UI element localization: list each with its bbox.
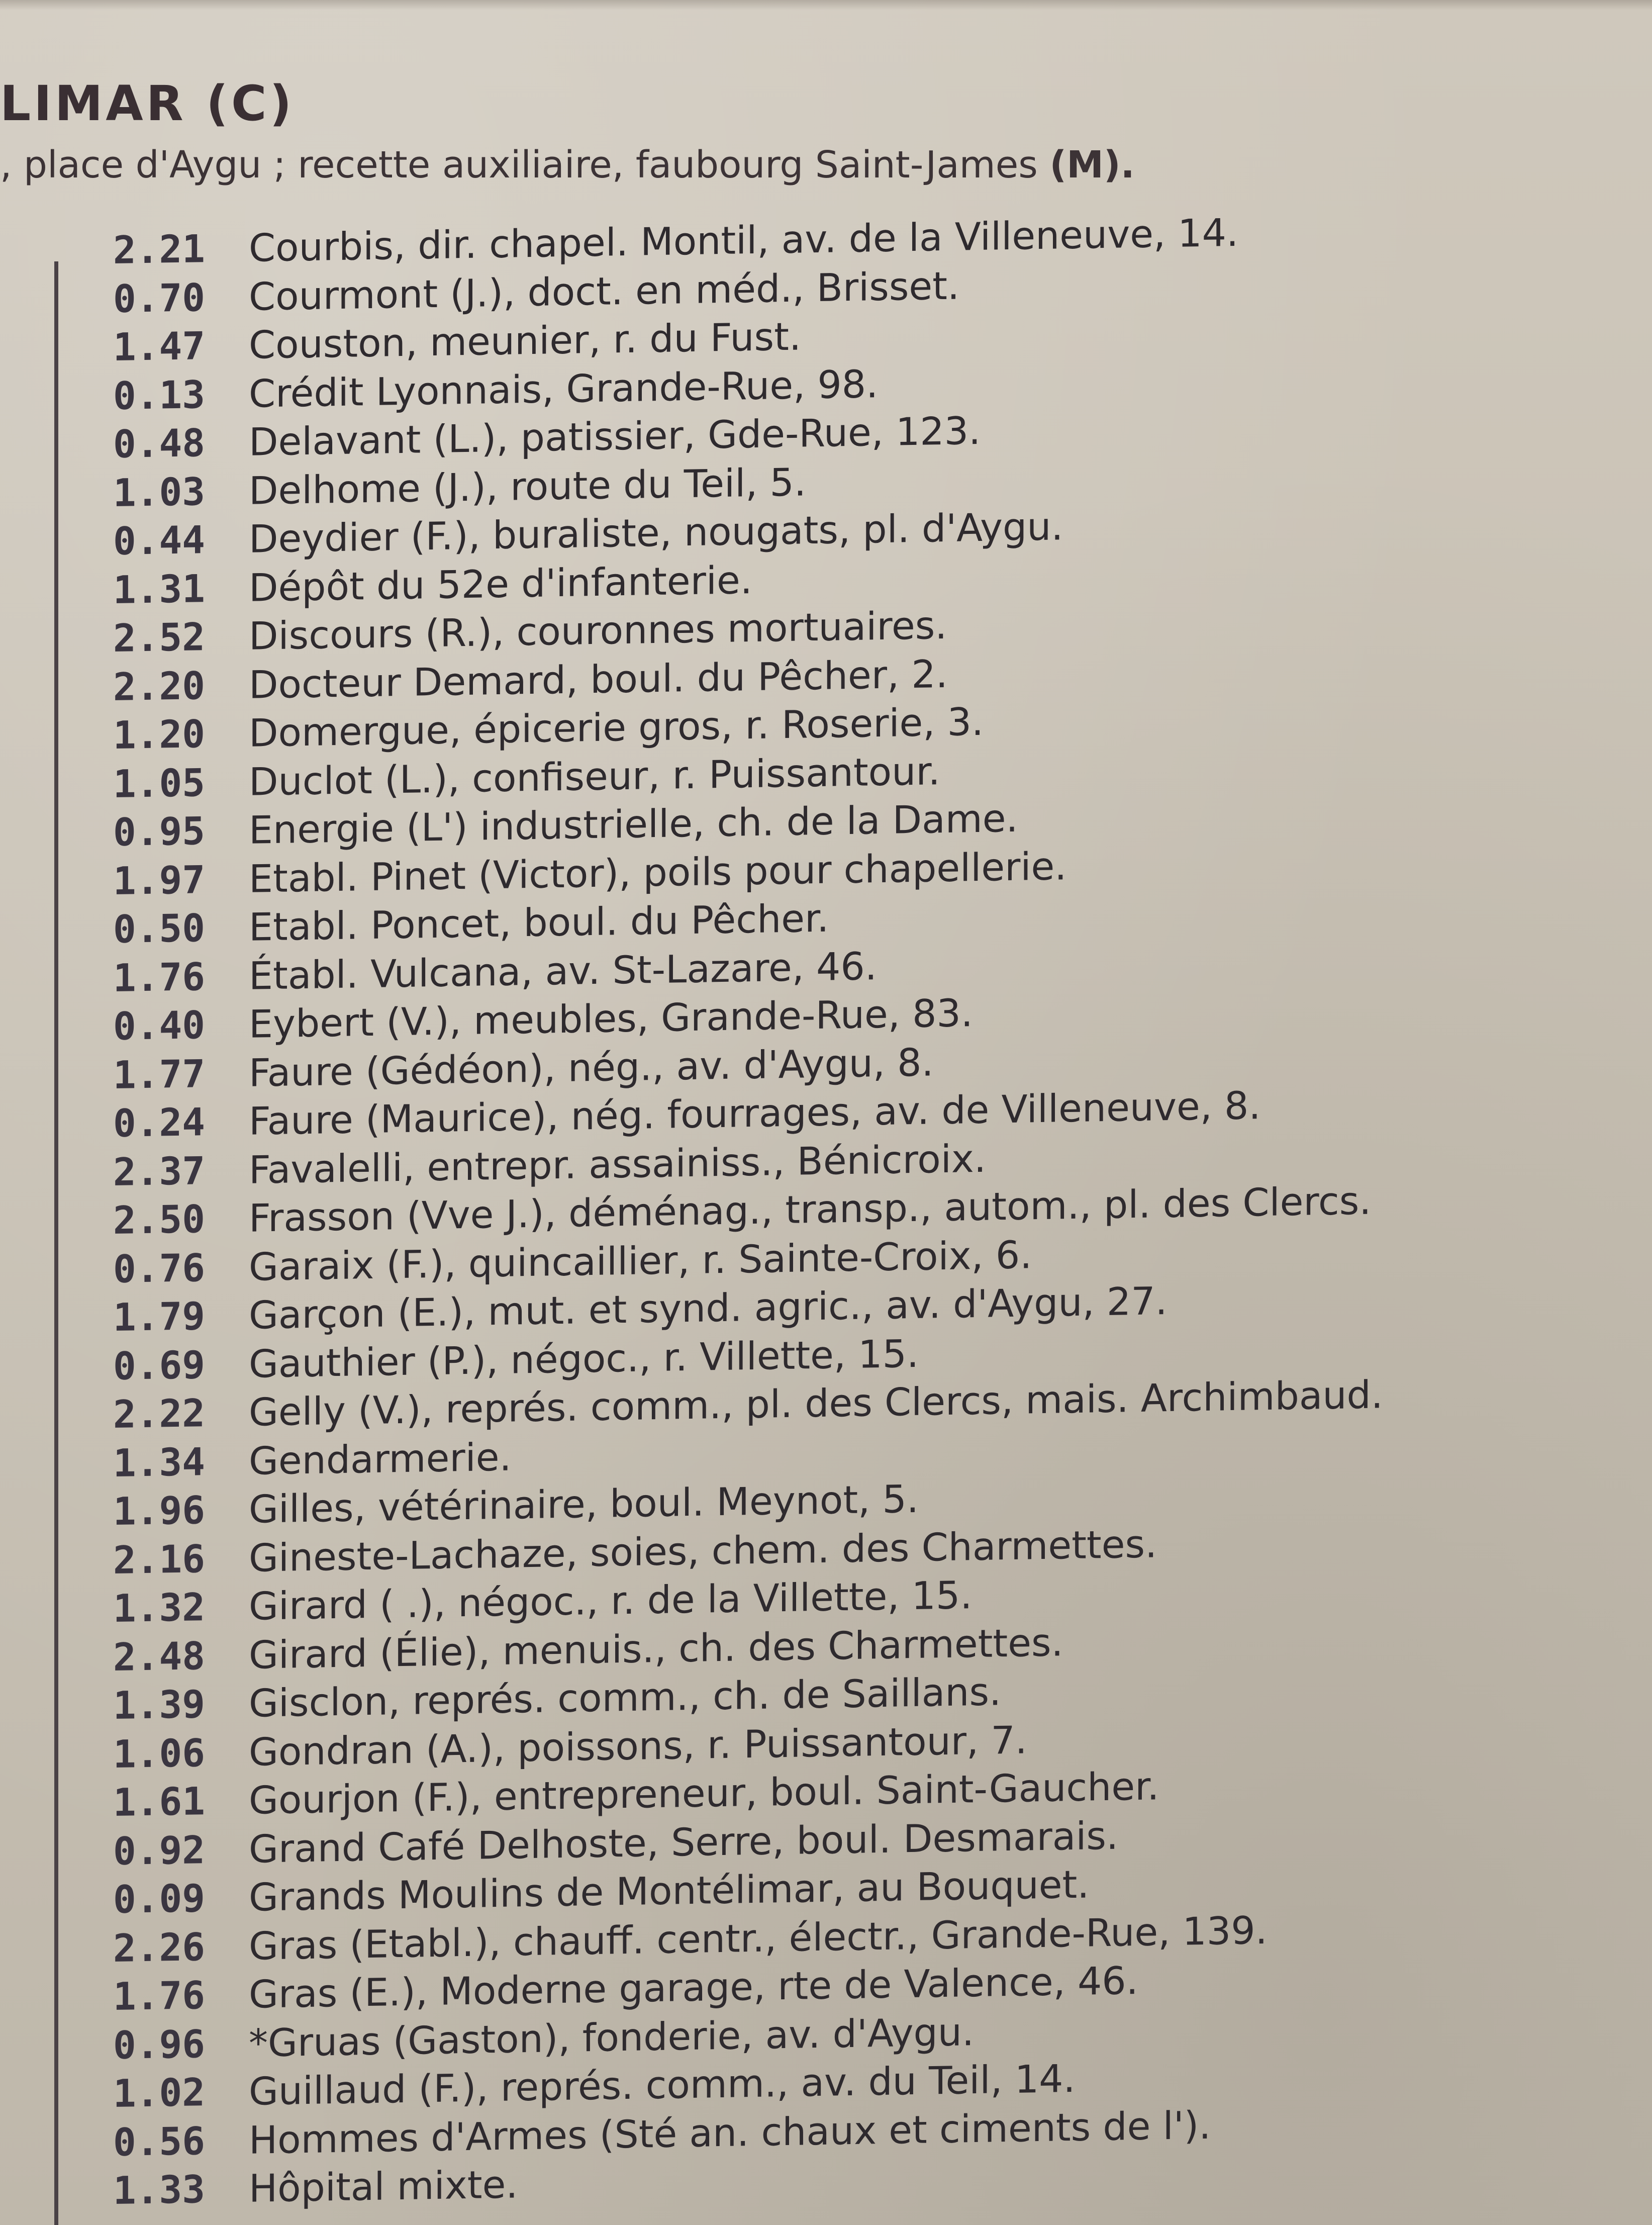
entry-number: 2.52: [113, 614, 206, 661]
entry-number: 2.22: [113, 1390, 206, 1437]
entry-text: Courbis, dir. chapel. Montil, av. de la Villeneuve, 14.: [249, 210, 1239, 270]
entry-text: Docteur Demard, boul. du Pêcher, 2.: [249, 651, 948, 707]
entry-number: 1.79: [113, 1293, 206, 1340]
entry-number: 1.06: [113, 1730, 206, 1777]
entry-number: 0.40: [113, 1002, 206, 1049]
entry-number: 0.13: [113, 372, 206, 418]
entry-number: 1.02: [113, 2070, 206, 2116]
entry-text: Courmont (J.), doct. en méd., Brisset.: [249, 263, 960, 319]
page-subtitle: [0, 143, 1135, 187]
entry-text: Dépôt du 52e d'infanterie.: [249, 557, 752, 610]
entry-number: 0.44: [113, 517, 206, 564]
entry-text: Eybert (V.), meubles, Grande-Rue, 83.: [249, 990, 973, 1047]
entry-number: 1.31: [113, 566, 206, 612]
entry-text: Girard (Élie), menuis., ch. des Charmettes.: [249, 1619, 1063, 1678]
entry-number: 0.96: [113, 2021, 206, 2068]
entry-number: 2.48: [113, 1633, 206, 1680]
entry-number: 0.24: [113, 1099, 206, 1146]
subtitle-text: , place d'Aygu ; recette auxiliaire, faubourg Saint-James: [0, 143, 1050, 187]
entry-number: 0.95: [113, 808, 206, 855]
entry-number: 2.20: [113, 663, 206, 709]
entry-number: 2.26: [113, 1924, 206, 1971]
entry-text: Hommes d'Armes (Sté an. chaux et ciments de l').: [249, 2102, 1211, 2163]
entry-number: 2.37: [113, 1148, 206, 1194]
entry-text: Etabl. Pinet (Victor), poils pour chapellerie.: [249, 843, 1067, 901]
entry-number: 2.16: [113, 1536, 206, 1583]
entry-number: 0.48: [113, 420, 206, 467]
entry-number: 1.76: [113, 1973, 206, 2019]
entry-text: Guillaud (F.), représ. comm., av. du Teil, 14.: [249, 2056, 1076, 2114]
entry-number: 0.76: [113, 1245, 206, 1291]
entry-number: 1.61: [113, 1779, 206, 1825]
directory-list: [113, 202, 1641, 2215]
entry-text: Établ. Vulcana, av. St-Lazare, 46.: [249, 943, 877, 998]
entry-text: Energie (L') industrielle, ch. de la Dame.: [249, 795, 1018, 853]
entry-number: 1.33: [113, 2167, 206, 2213]
entry-number: 0.56: [113, 2118, 206, 2165]
entry-text: Gisclon, représ. comm., ch. de Saillans.: [249, 1669, 1002, 1726]
entry-number: 1.32: [113, 1585, 206, 1631]
entry-text: Discours (R.), couronnes mortuaires.: [249, 602, 947, 659]
entry-text: Gondran (A.), poissons, r. Puissantour, 7.: [249, 1717, 1027, 1775]
entry-text: Domergue, épicerie gros, r. Roserie, 3.: [249, 699, 984, 756]
entry-number: 0.69: [113, 1342, 206, 1388]
entry-number: 1.34: [113, 1439, 206, 1486]
entry-number: 1.39: [113, 1682, 206, 1728]
entry-text: Grands Moulins de Montélimar, au Bouquet.: [249, 1862, 1090, 1920]
entry-number: 2.50: [113, 1196, 206, 1243]
entry-text: Delhome (J.), route du Teil, 5.: [249, 459, 807, 513]
entry-number: 0.92: [113, 1827, 206, 1874]
entry-number: 0.09: [113, 1876, 206, 1922]
entry-number: 2.21: [113, 226, 206, 272]
entry-number: 1.96: [113, 1488, 206, 1534]
entry-text: Girard ( .), négoc., r. de la Villette, 15.: [249, 1572, 973, 1629]
entry-number: 1.05: [113, 760, 206, 806]
entry-number: 0.70: [113, 274, 206, 321]
entry-number: 1.47: [113, 323, 206, 369]
entry-text: Grand Café Delhoste, Serre, boul. Desmarais.: [249, 1813, 1119, 1872]
entry-number: 1.03: [113, 469, 206, 515]
entry-text: Deydier (F.), buraliste, nougats, pl. d'Aygu.: [249, 504, 1063, 562]
entry-number: 1.76: [113, 954, 206, 1000]
subtitle-marker: (M).: [1049, 143, 1135, 187]
entry-text: Gelly (V.), représ. comm., pl. des Clercs, mais. Archimbaud.: [249, 1372, 1383, 1435]
entry-text: Gineste-Lachaze, soies, chem. des Charmettes.: [249, 1521, 1157, 1581]
entry-text: Gilles, vétérinaire, boul. Meynot, 5.: [249, 1476, 919, 1532]
entry-text: Duclot (L.), confiseur, r. Puissantour.: [249, 748, 940, 804]
entry-text: Gras (Etabl.), chauff. centr., électr., Grande-Rue, 139.: [249, 1907, 1268, 1969]
entry-number: 0.50: [113, 905, 206, 952]
entry-text: Etabl. Poncet, boul. du Pêcher.: [249, 895, 829, 950]
entry-text: Gendarmerie.: [249, 1434, 512, 1484]
entry-number: 1.20: [113, 711, 206, 758]
entry-text: Favalelli, entrepr. assainiss., Bénicroix.: [249, 1136, 986, 1192]
entry-text: Garaix (F.), quincaillier, r. Sainte-Croix, 6.: [249, 1232, 1032, 1289]
entry-text: Gourjon (F.), entrepreneur, boul. Saint-Gaucher.: [249, 1764, 1159, 1823]
entry-text: Couston, meunier, r. du Fust.: [249, 314, 802, 367]
entry-text: Gras (E.), Moderne garage, rte de Valence, 46.: [249, 1958, 1138, 2017]
entry-text: *Gruas (Gaston), fonderie, av. d'Aygu.: [249, 2009, 975, 2066]
entry-number: 1.77: [113, 1051, 206, 1097]
entry-text: Delavant (L.), patissier, Gde-Rue, 123.: [249, 408, 981, 465]
entry-text: Gauthier (P.), négoc., r. Villette, 15.: [249, 1331, 919, 1386]
page-title: LIMAR (C): [0, 75, 295, 132]
entry-number: 1.97: [113, 857, 206, 903]
entry-text: Frasson (Vve J.), déménag., transp., autom., pl. des Clercs.: [249, 1178, 1372, 1241]
entry-text: Garçon (E.), mut. et synd. agric., av. d'Aygu, 27.: [249, 1278, 1168, 1338]
entry-text: Crédit Lyonnais, Grande-Rue, 98.: [249, 361, 879, 416]
column-divider: [54, 261, 58, 2225]
page-top-edge: [0, 0, 1652, 10]
entry-text: Faure (Gédéon), nég., av. d'Aygu, 8.: [249, 1039, 934, 1095]
entry-text: Hôpital mixte.: [249, 2162, 518, 2211]
entry-text: Faure (Maurice), nég. fourrages, av. de Villeneuve, 8.: [249, 1083, 1261, 1144]
